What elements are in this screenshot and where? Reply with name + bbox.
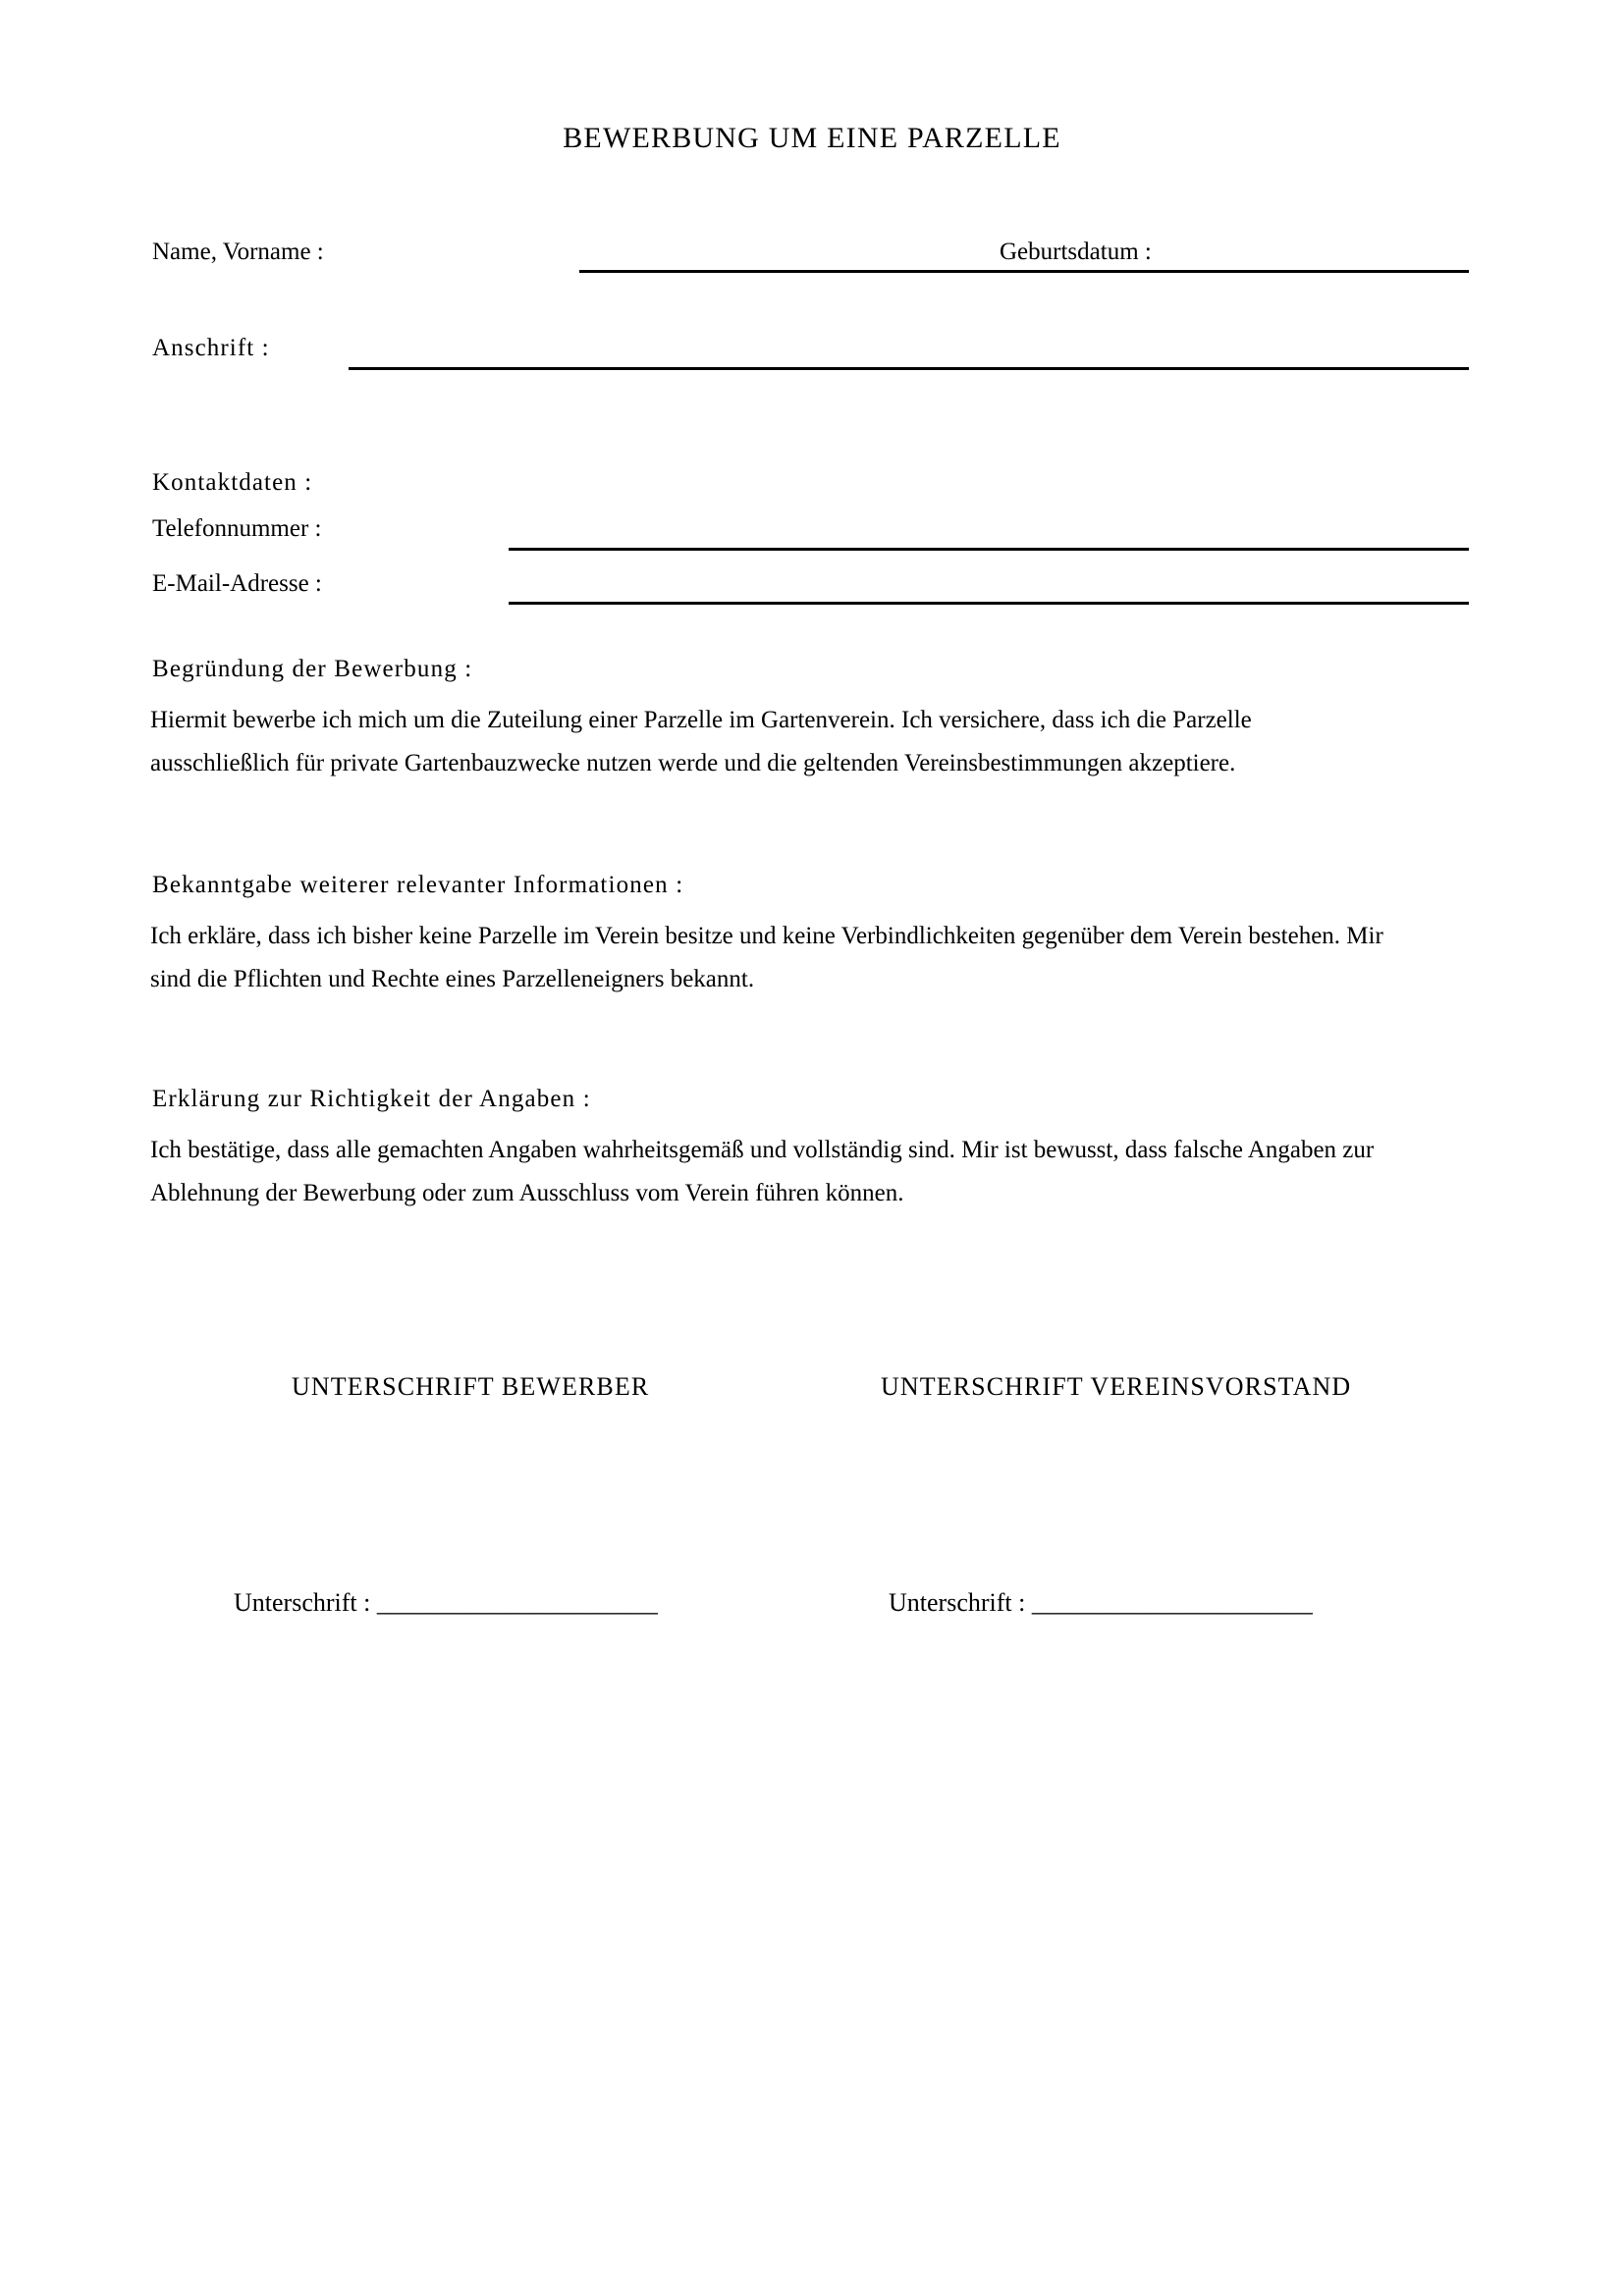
phone-label: Telefonnummer : <box>152 515 322 542</box>
section-body-begruendung: Hiermit bewerbe ich mich um die Zuteilung einer Parzelle im Gartenverein. Ich versichere, dass ich die Parzelle ausschließlich für private Gartenbauzwecke nutzen werde und die geltenden Vereinsbestimmungen akzeptiere. <box>150 707 1252 776</box>
section-heading-bekanntgabe: Bekanntgabe weiterer relevanter Informationen : <box>152 872 684 898</box>
contact-label: Kontaktdaten : <box>152 469 313 496</box>
signature-line-board[interactable]: Unterschrift : ______________________ <box>889 1588 1313 1617</box>
birthdate-label: Geburtsdatum : <box>1000 239 1152 265</box>
address-label: Anschrift : <box>152 335 270 361</box>
address-input-line[interactable] <box>349 367 1469 370</box>
email-input-line[interactable] <box>509 602 1469 605</box>
section-heading-erklaerung: Erklärung zur Richtigkeit der Angaben : <box>152 1086 591 1112</box>
section-body-bekanntgabe: Ich erkläre, dass ich bisher keine Parzelle im Verein besitze und keine Verbindlichkeiten gegenüber dem Verein bestehen. Mir sind die Pflichten und Rechte eines Parzelleneigners bekannt. <box>150 923 1383 992</box>
phone-input-line[interactable] <box>509 548 1469 551</box>
section-heading-begruendung: Begründung der Bewerbung : <box>152 656 473 682</box>
email-label: E-Mail-Adresse : <box>152 570 322 597</box>
page-title: BEWERBUNG UM EINE PARZELLE <box>563 122 1061 154</box>
name-birthdate-input-line[interactable] <box>579 270 1469 273</box>
signature-heading-board: UNTERSCHRIFT VEREINSVORSTAND <box>881 1372 1352 1401</box>
name-label: Name, Vorname : <box>152 239 324 265</box>
section-body-erklaerung: Ich bestätige, dass alle gemachten Angaben wahrheitsgemäß und vollständig sind. Mir ist bewusst, dass falsche Angaben zur Ablehnung der Bewerbung oder zum Ausschluss vom Verein führen können. <box>150 1137 1375 1206</box>
signature-heading-applicant: UNTERSCHRIFT BEWERBER <box>292 1372 650 1401</box>
signature-line-applicant[interactable]: Unterschrift : ______________________ <box>234 1588 658 1617</box>
